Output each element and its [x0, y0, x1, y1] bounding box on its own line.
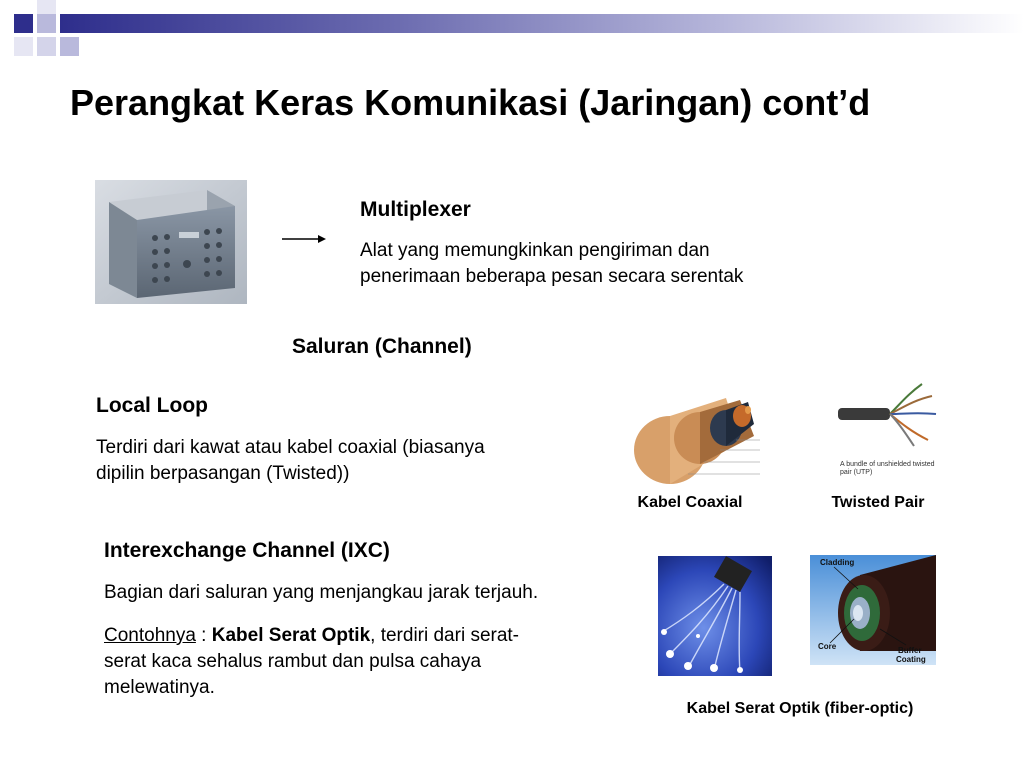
core-label: Core: [818, 642, 837, 651]
multiplexer-description: [360, 238, 860, 290]
coaxial-cable-image: [630, 388, 790, 488]
utp-caption-line: pair (UTP): [840, 469, 873, 476]
coating-label: Coating: [896, 655, 926, 664]
buffer-label: Buffer: [898, 646, 922, 655]
arrow-icon: [282, 232, 326, 246]
header-square-dark: [14, 14, 33, 33]
ixc-heading: Interexchange Channel (IXC): [104, 539, 390, 562]
header-square-mid: [37, 0, 56, 14]
example-line: serat kaca sehalus rambut dan pulsa cahaya: [104, 651, 482, 672]
header-square-light: [37, 37, 56, 56]
local-loop-desc-line: Terdiri dari kawat atau kabel coaxial (biasanya: [96, 437, 485, 458]
multiplexer-image: [95, 180, 247, 304]
page-title: Perangkat Keras Komunikasi (Jaringan) cont’d: [70, 82, 871, 123]
header-square-light: [37, 14, 56, 33]
fiber-optic-cross-section-image: [810, 555, 936, 665]
multiplexer-desc-line: Alat yang memungkinkan pengiriman dan: [360, 240, 710, 261]
header-gradient-bar: [60, 14, 1024, 33]
local-loop-heading: Local Loop: [96, 394, 208, 417]
local-loop-description: [96, 435, 606, 487]
example-bold: Kabel Serat Optik: [211, 625, 371, 646]
channel-heading: Saluran (Channel): [292, 335, 472, 358]
header-square-mid: [60, 37, 79, 56]
fiber-optic-light-image: [658, 556, 772, 676]
twisted-pair-image: [836, 374, 940, 478]
multiplexer-heading: Multiplexer: [360, 198, 471, 221]
utp-caption-line: A bundle of unshielded twisted: [840, 461, 935, 468]
header-square-mid: [14, 37, 33, 56]
example-separator: :: [195, 625, 212, 646]
multiplexer-desc-line: penerimaan beberapa pesan secara serentak: [360, 266, 744, 287]
example-rest: , terdiri dari serat-: [370, 625, 520, 646]
example-line: melewatinya.: [104, 677, 215, 698]
ixc-description: Bagian dari saluran yang menjangkau jarak terjauh.: [104, 582, 539, 603]
local-loop-desc-line: dipilin berpasangan (Twisted)): [96, 463, 350, 484]
example-label: Contohnya: [104, 625, 196, 646]
coaxial-caption: Kabel Coaxial: [637, 494, 743, 511]
twisted-pair-caption: Twisted Pair: [831, 494, 925, 511]
fiber-optic-caption: Kabel Serat Optik (fiber-optic): [686, 700, 914, 717]
ixc-example: [104, 623, 634, 701]
cladding-label: Cladding: [820, 558, 855, 567]
